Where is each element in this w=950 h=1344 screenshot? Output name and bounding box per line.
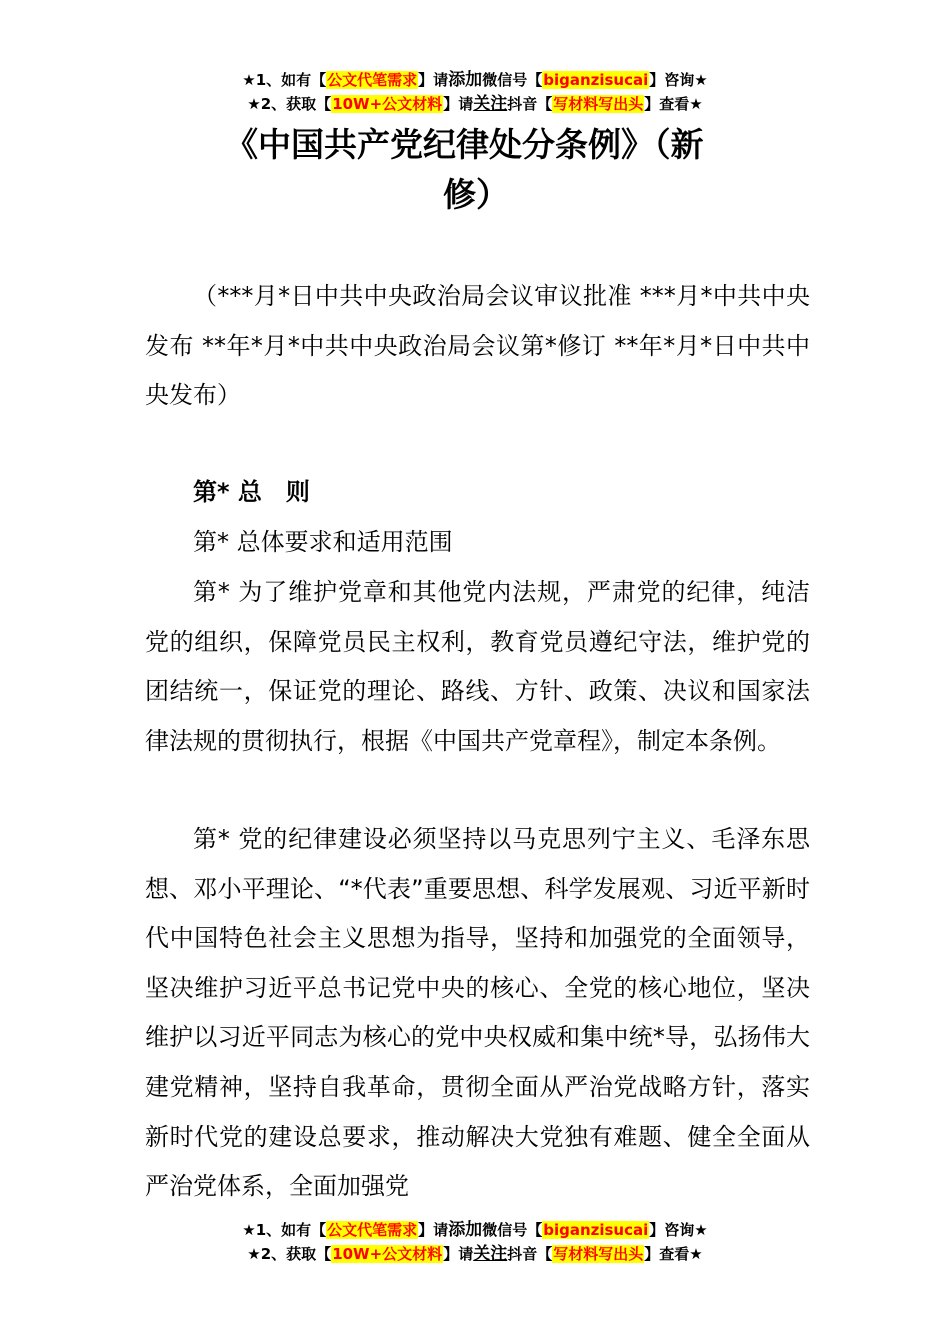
banner-line-1 (0, 1218, 950, 1242)
banner-text: 抖音【 (507, 1245, 553, 1263)
banner-text: 】请 (443, 95, 474, 113)
highlight-text: biganzisucai (543, 1221, 649, 1239)
highlight-text: 写材料写出头 (553, 95, 644, 113)
emphasis-text: 关注 (473, 94, 508, 114)
banner-text: 】查看★ (644, 95, 703, 113)
banner-text: 】咨询★ (649, 71, 708, 89)
emphasis-text: 关注 (473, 1244, 508, 1264)
section-heading: 第* 总体要求和适用范围 (193, 528, 453, 556)
highlight-text: biganzisucai (543, 71, 649, 89)
title-line-2: 修） (443, 175, 509, 214)
highlight-text: 10W+公文材料 (332, 95, 443, 113)
banner-text: 】查看★ (644, 1245, 703, 1263)
adoption-note: （***月*日中共中央政治局会议审议批准 ***月*中共中央发布 **年*月*中共中央政治局会议第*修订 **年*月*日中共中央发布） (145, 282, 810, 410)
header-banner (0, 68, 950, 116)
banner-text: 】请 (418, 71, 449, 89)
banner-text: 】请 (443, 1245, 474, 1263)
banner-text: ★1、如有【 (242, 1221, 327, 1239)
banner-text: 微信号【 (482, 1221, 543, 1239)
banner-line-2 (0, 92, 950, 116)
document-title (225, 120, 815, 220)
banner-text: 微信号【 (482, 71, 543, 89)
banner-line-2 (0, 1242, 950, 1266)
article-paragraph: 第* 党的纪律建设必须坚持以马克思列宁主义、毛泽东思想、邓小平理论、“*代表”重要思想、科学发展观、习近平新时代中国特色社会主义思想为指导，坚持和加强党的全面领导，坚决维护习近平总书记党中央的核心、全党的核心地位，坚决维护以习近平同志为核心的党中央权威和集中统*导，弘扬伟大建党精神，坚持自我革命，贯彻全面从严治党战略方针，落实新时代党的建设总要求，推动解决大党独有难题、健全全面从严治党体系，全面加强党 (145, 825, 810, 1201)
highlight-text: 公文代笔需求 (327, 71, 418, 89)
banner-text: ★2、获取【 (247, 1245, 332, 1263)
article-paragraph: 第* 为了维护党章和其他党内法规，严肃党的纪律，纯洁党的组织，保障党员民主权利，教育党员遵纪守法，维护党的团结统一，保证党的理论、路线、方针、政策、决议和国家法律法规的贯彻执行，根据《中国共产党章程》，制定本条例。 (145, 578, 810, 755)
banner-line-1 (0, 68, 950, 92)
banner-text: ★1、如有【 (242, 71, 327, 89)
footer-banner (0, 1218, 950, 1266)
title-line-1: 《中国共产党纪律处分条例》（新 (225, 125, 704, 164)
highlight-text: 写材料写出头 (553, 1245, 644, 1263)
highlight-text: 10W+公文材料 (332, 1245, 443, 1263)
chapter-heading: 第* 总 则 (193, 478, 310, 506)
banner-text: 】咨询★ (649, 1221, 708, 1239)
banner-text: 抖音【 (507, 95, 553, 113)
banner-text: 】请 (418, 1221, 449, 1239)
banner-text: ★2、获取【 (247, 95, 332, 113)
emphasis-text: 添加 (448, 70, 483, 90)
highlight-text: 公文代笔需求 (327, 1221, 418, 1239)
emphasis-text: 添加 (448, 1220, 483, 1240)
